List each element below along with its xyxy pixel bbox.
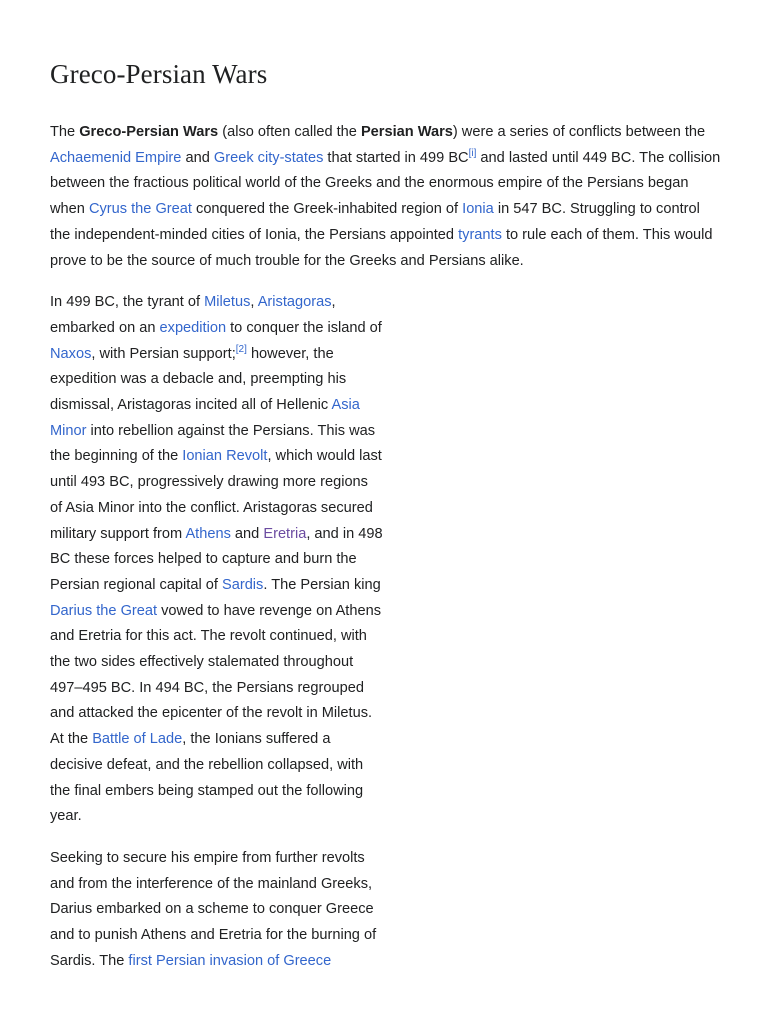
link-darius-the-great[interactable]: Darius the Great — [50, 602, 158, 619]
text: that started in 499 BC — [323, 149, 469, 166]
text: however, the expedition was a debacle and, preempting his dismissal, Aristagoras incited all of Hellenic — [50, 345, 347, 414]
link-tyrants[interactable]: tyrants — [458, 226, 502, 243]
text: In 499 BC, the tyrant of — [50, 294, 205, 311]
link-ionian-revolt[interactable]: Ionian Revolt — [182, 448, 268, 465]
bold-term: Persian Wars — [360, 124, 453, 140]
text: in 547 BC. Struggling to control the independent-minded cities of Ionia, the Persians appointed — [50, 201, 700, 243]
link-ionia[interactable]: Ionia — [462, 201, 494, 218]
text: and — [230, 525, 264, 542]
link-battle-of-lade[interactable]: Battle of Lade — [92, 731, 183, 748]
link-greek-city-states[interactable]: Greek city-states — [213, 149, 324, 166]
link-sardis[interactable]: Sardis — [221, 576, 264, 593]
text: vowed to have revenge on Athens and Eretria for this act. The revolt continued, with the two sides effectively stalemated throughout 497–495 BC. In 494 BC, the Persians regrouped and attacked the epicenter of the revolt in Miletus. At the — [50, 602, 382, 748]
ionian-revolt-paragraph — [50, 290, 384, 830]
invasion-paragraph — [50, 846, 384, 975]
link-cyrus-the-great[interactable]: Cyrus the Great — [88, 201, 192, 218]
text: conquered the Greek-inhabited region of — [191, 201, 463, 218]
link-first-persian-invasion[interactable]: first Persian invasion of Greece — [128, 952, 332, 969]
bold-term: Greco-Persian Wars — [79, 124, 219, 140]
text: into rebellion against the Persians. This was the beginning of the — [50, 422, 376, 465]
text: to rule each of them. This would prove to be the source of much trouble for the Greeks and Persians alike. — [50, 226, 713, 269]
text: , the Ionians suffered a decisive defeat, and the rebellion collapsed, with the final embers being stamped out the following year. — [50, 731, 364, 825]
text: , embarked on an — [50, 294, 336, 336]
text: , with Persian support; — [91, 345, 236, 362]
text: , which would last until 493 BC, progressively drawing more regions of Asia Minor into the conflict. Aristagoras secured military support from — [50, 448, 382, 542]
link-eretria[interactable]: Eretria — [263, 525, 307, 542]
text: and lasted until 449 BC. The collision between the fractious political world of the Greeks and the enormous empire of the Persians began when — [50, 149, 721, 218]
text: , — [250, 294, 258, 311]
text: ) were a series of conflicts between the — [452, 124, 706, 140]
link-athens[interactable]: Athens — [185, 525, 231, 542]
text: The — [50, 124, 80, 140]
text: . The Persian king — [263, 576, 381, 593]
text: and — [181, 149, 214, 166]
text: to conquer the island of — [226, 319, 382, 336]
footnote-ref[interactable]: [i] — [468, 147, 477, 159]
link-achaemenid-empire[interactable]: Achaemenid Empire — [50, 149, 182, 166]
text: Seeking to secure his empire from further revolts and from the interference of the mainland Greeks, Darius embarked on a scheme to conquer Greece and to punish Athens and Eretria for the burning of Sardis. The — [50, 849, 377, 969]
link-aristagoras[interactable]: Aristagoras — [257, 294, 332, 311]
text: , and in 498 BC these forces helped to capture and burn the Persian regional capital of — [50, 525, 383, 593]
link-expedition[interactable]: expedition — [159, 319, 227, 336]
link-asia-minor[interactable]: Asia Minor — [50, 397, 360, 439]
page-title: Greco-Persian Wars — [50, 59, 268, 89]
link-naxos[interactable]: Naxos — [50, 345, 92, 362]
intro-paragraph — [50, 120, 722, 274]
footnote-ref[interactable]: [2] — [235, 343, 247, 355]
text: (also often called the — [218, 124, 361, 140]
link-miletus[interactable]: Miletus — [204, 294, 251, 311]
